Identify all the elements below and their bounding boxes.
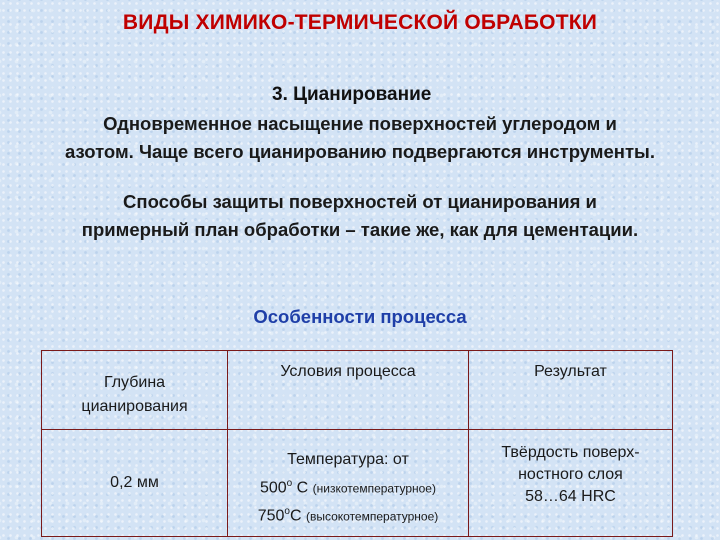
paragraph-protection-line1: Способы защиты поверхностей от цианирования и xyxy=(123,191,597,212)
result-line2: ностного слоя xyxy=(518,466,623,483)
conditions-label: Температура: от xyxy=(287,451,409,468)
temp-low-unit: С xyxy=(292,479,309,497)
slide-title: ВИДЫ ХИМИКО-ТЕРМИЧЕСКОЙ ОБРАБОТКИ xyxy=(122,11,598,34)
paragraph-definition xyxy=(0,110,720,166)
header-depth-line2: цианирования xyxy=(81,398,188,415)
temp-high-note: (высокотемпературное) xyxy=(305,509,439,524)
result-line3: 58…64 HRC xyxy=(525,488,616,505)
header-result: Результат xyxy=(468,351,672,430)
paragraph-protection-line2: примерный план обработки – такие же, как для цементации. xyxy=(81,219,639,240)
temp-low-value: 500 xyxy=(259,479,287,497)
header-depth-line1: Глубина xyxy=(103,374,166,391)
temp-low-note: (низкотемпературное) xyxy=(312,481,436,496)
temp-high-value: 750 xyxy=(257,507,285,525)
temp-high-degree: о xyxy=(284,506,290,518)
cell-conditions xyxy=(228,430,469,537)
conditions-temp-low xyxy=(232,472,464,500)
cell-result xyxy=(468,430,672,537)
paragraph-protection xyxy=(0,188,720,244)
section-title: 3. Цианирование xyxy=(272,84,432,105)
temp-high-unit: С xyxy=(289,507,302,525)
table-header-row xyxy=(42,351,673,430)
header-depth xyxy=(42,351,228,430)
result-line1: Твёрдость поверх- xyxy=(501,444,640,461)
cell-depth: 0,2 мм xyxy=(42,430,228,537)
paragraph-definition-line2: азотом. Чаще всего цианированию подвергаются инструменты. xyxy=(65,141,655,162)
paragraph-definition-line1: Одновременное насыщение поверхностей углеродом и xyxy=(103,113,617,134)
temp-low-degree: о xyxy=(286,478,293,489)
conditions-temp-high xyxy=(232,500,464,528)
process-table xyxy=(41,350,673,537)
features-title: Особенности процесса xyxy=(253,306,467,327)
table-row xyxy=(42,430,673,537)
header-conditions: Условия процесса xyxy=(228,351,469,430)
